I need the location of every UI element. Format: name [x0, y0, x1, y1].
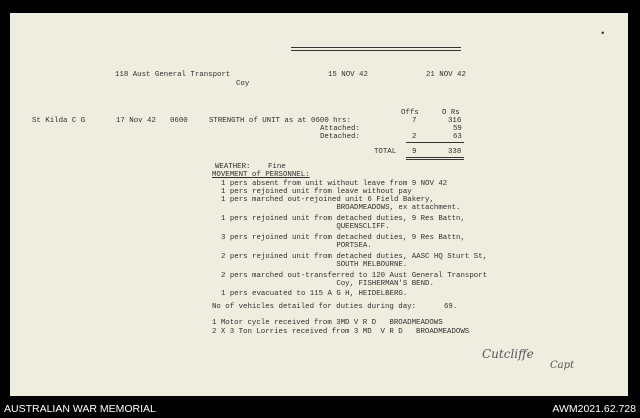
weather-label: WEATHER: — [215, 163, 251, 171]
unit-name-line2: Coy — [236, 80, 250, 88]
movement-heading: MOVEMENT of PERSONNEL: — [212, 171, 310, 179]
total-rule — [406, 142, 464, 143]
movement-line: PORTSEA. — [221, 242, 372, 250]
movement-line: SOUTH MELBOURNE. — [221, 261, 408, 269]
strength-offrs: 7 — [412, 117, 417, 125]
movement-line: 2 pers marched out-transferred to 120 Aust General Transport — [221, 272, 488, 280]
total-ors: 338 — [448, 148, 462, 156]
footer-institution: AUSTRALIAN WAR MEMORIAL — [4, 403, 156, 415]
movement-line: 1 pers rejoined unit from leave without pay — [221, 188, 412, 196]
signature: Cutcliffe — [482, 347, 534, 361]
movement-line: 3 pers rejoined unit from detached duties, 9 Res Battn, — [221, 234, 465, 242]
detached-ors: 63 — [453, 133, 462, 141]
entry-place: St Kilda C G — [32, 117, 86, 125]
unit-name: 118 Aust General Transport — [115, 71, 231, 79]
header-rule — [291, 47, 461, 48]
received-line: 2 X 3 Ton Lorries received from 3 MD V R D BROADMEADOWS — [212, 328, 470, 336]
movement-line: 1 pers absent from unit without leave from 9 NOV 42 — [221, 180, 448, 188]
total-offrs: 9 — [412, 148, 417, 156]
attached-ors: 59 — [453, 125, 462, 133]
strength-label: STRENGTH of UNIT as at 0600 hrs: — [209, 117, 351, 125]
entry-time: 0600 — [170, 117, 188, 125]
archive-footer — [0, 399, 640, 418]
footer-reference: AWM2021.62.728 — [552, 403, 636, 415]
total-double-rule — [406, 159, 464, 160]
date-from: 15 NOV 42 — [328, 71, 368, 79]
movement-line: BROADMEADOWS, ex attachment. — [221, 204, 461, 212]
movement-line: 2 pers rejoined unit from detached duties, AASC HQ Sturt St, — [221, 253, 488, 261]
signature-rank: Capt — [550, 360, 575, 371]
total-double-rule — [406, 157, 464, 158]
detached-label: Detached: — [320, 133, 360, 141]
movement-line: QUEENSCLIFF. — [221, 223, 390, 231]
document-page — [10, 13, 628, 396]
vehicles-label: No of vehicles detailed for duties during day: — [212, 303, 417, 311]
movement-line: 1 pers rejoined unit from detached duties, 9 Res Battn, — [221, 215, 465, 223]
corner-mark: • — [600, 29, 606, 39]
movement-line: 1 pers evacuated to 115 A G H, HEIDELBERG. — [221, 290, 408, 298]
received-line: 1 Motor cycle received from 3MD V R D BROADMEADOWS — [212, 319, 443, 327]
vehicles-count: 69. — [444, 303, 458, 311]
entry-date: 17 Nov 42 — [116, 117, 156, 125]
weather-value: Fine — [268, 163, 286, 171]
detached-offrs: 2 — [412, 133, 417, 141]
total-label: TOTAL — [374, 148, 397, 156]
date-to: 21 NOV 42 — [426, 71, 466, 79]
strength-ors: 316 — [448, 117, 462, 125]
col-ors-header: O Rs — [442, 109, 460, 117]
col-offrs-header: Offs — [401, 109, 419, 117]
movement-line: 1 pers marched out-rejoined unit 6 Field Bakery, — [221, 196, 434, 204]
movement-line: Coy, FISHERMAN'S BEND. — [221, 280, 434, 288]
header-rule — [291, 50, 461, 51]
attached-label: Attached: — [320, 125, 360, 133]
